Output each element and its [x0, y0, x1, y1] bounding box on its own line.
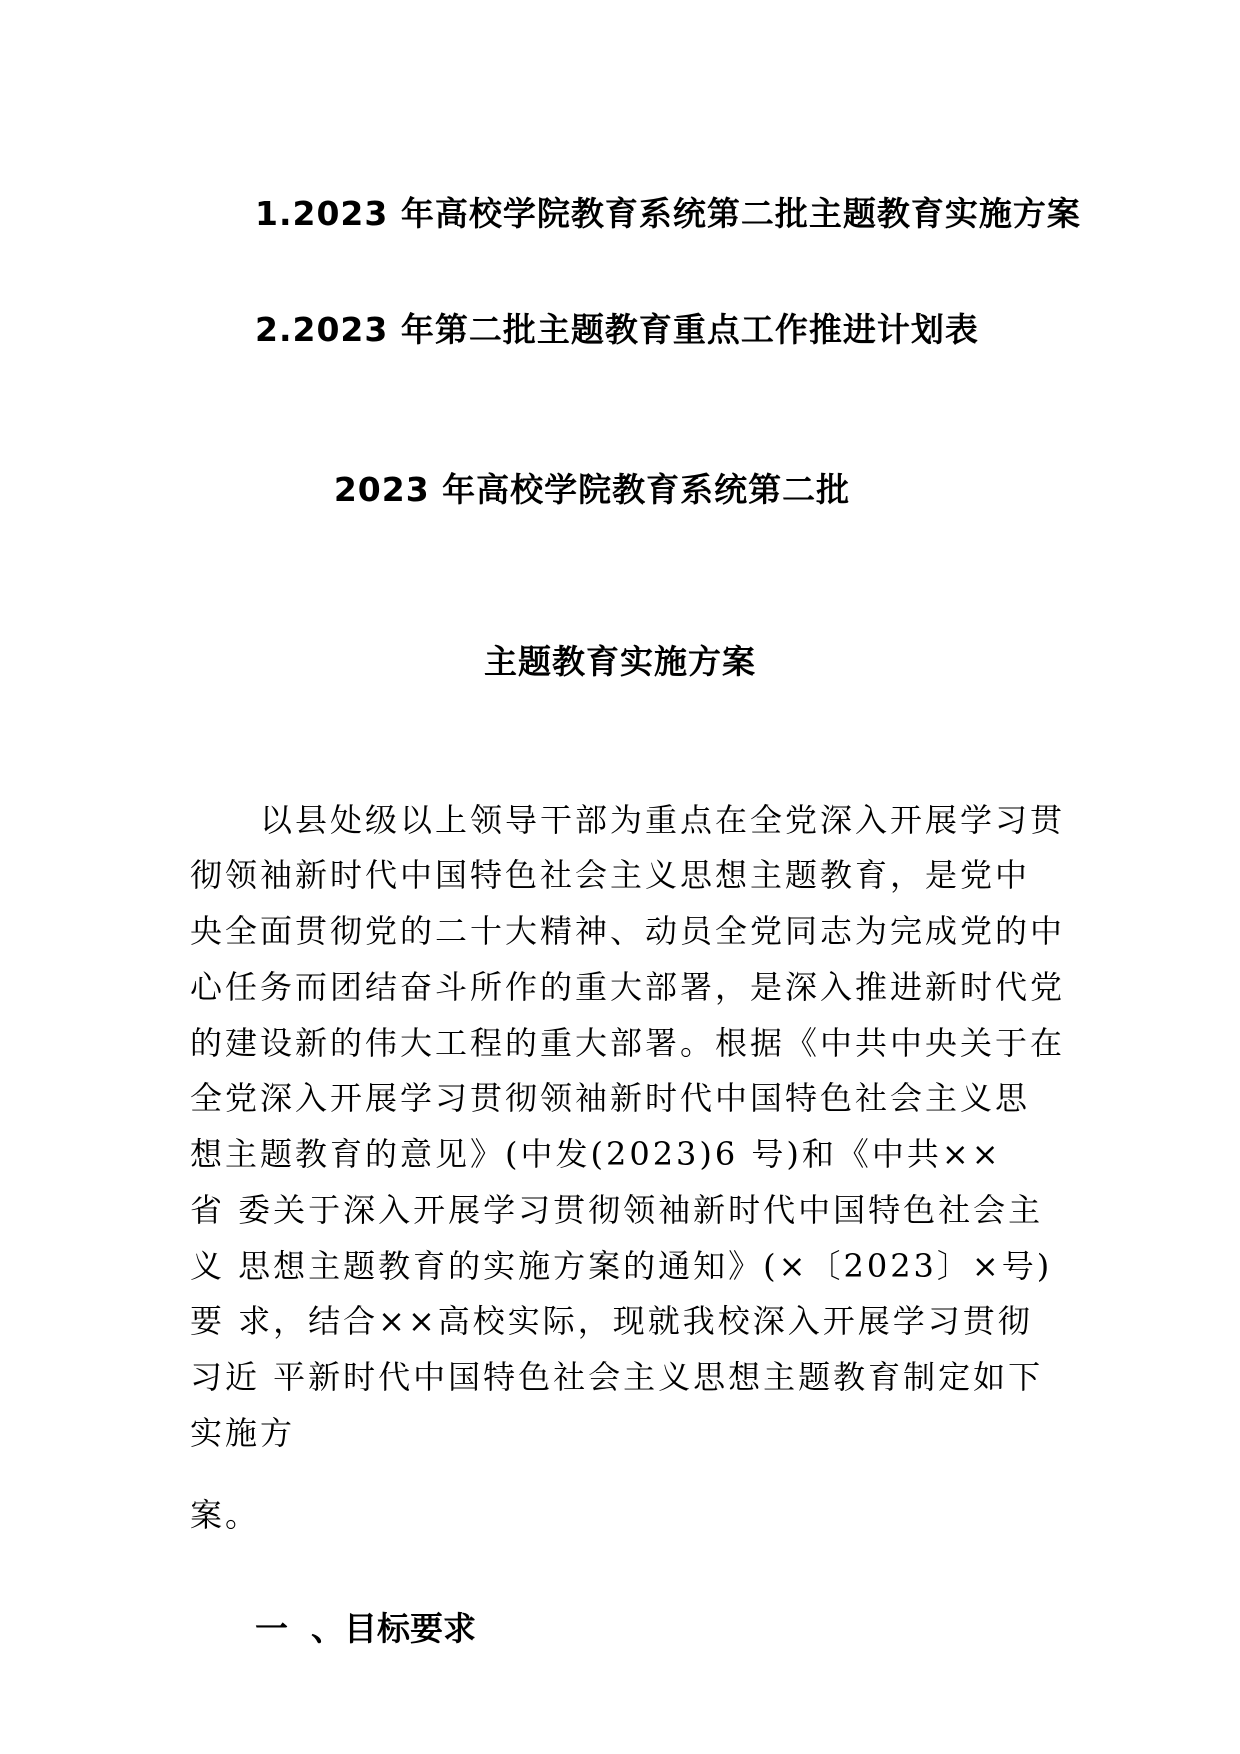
body-line-3: 央全面贯彻党的二十大精神、动员全党同志为完成党的中 — [190, 912, 1066, 950]
body-line-11: 习近 平新时代中国特色社会主义思想主题教育制定如下 — [190, 1358, 1044, 1396]
body-line-12: 实施方 — [190, 1414, 296, 1452]
body-line-5: 的建设新的伟大工程的重大部署。根据《中共中央关于在 — [190, 1024, 1066, 1062]
body-line-2: 彻领袖新时代中国特色社会主义思想主题教育，是党中 — [190, 856, 1031, 894]
toc-item-2: 2.2023 年第二批主题教育重点工作推进计划表 — [255, 310, 979, 349]
body-line-6: 全党深入开展学习贯彻领袖新时代中国特色社会主义思 — [190, 1079, 1031, 1117]
document-title-line-1: 2023 年高校学院教育系统第二批 — [333, 470, 851, 509]
body-line-9: 义 思想主题教育的实施方案的通知》(×〔2023〕×号) — [190, 1247, 1053, 1285]
body-line-8: 省 委关于深入开展学习贯彻领袖新时代中国特色社会主 — [190, 1191, 1044, 1229]
document-title-line-2: 主题教育实施方案 — [484, 642, 756, 681]
toc-item-1: 1.2023 年高校学院教育系统第二批主题教育实施方案 — [255, 194, 1081, 233]
body-line-13: 案。 — [190, 1496, 261, 1534]
body-line-1: 以县处级以上领导干部为重点在全党深入开展学习贯 — [190, 801, 1066, 839]
body-line-4: 心任务而团结奋斗所作的重大部署，是深入推进新时代党 — [190, 968, 1066, 1006]
section-heading-goals: 一 、目标要求 — [255, 1609, 476, 1648]
body-line-7: 想主题教育的意见》(中发(2023)6 号)和《中共×× — [190, 1135, 1002, 1173]
body-line-10: 要 求，结合××高校实际，现就我校深入开展学习贯彻 — [190, 1302, 1033, 1340]
